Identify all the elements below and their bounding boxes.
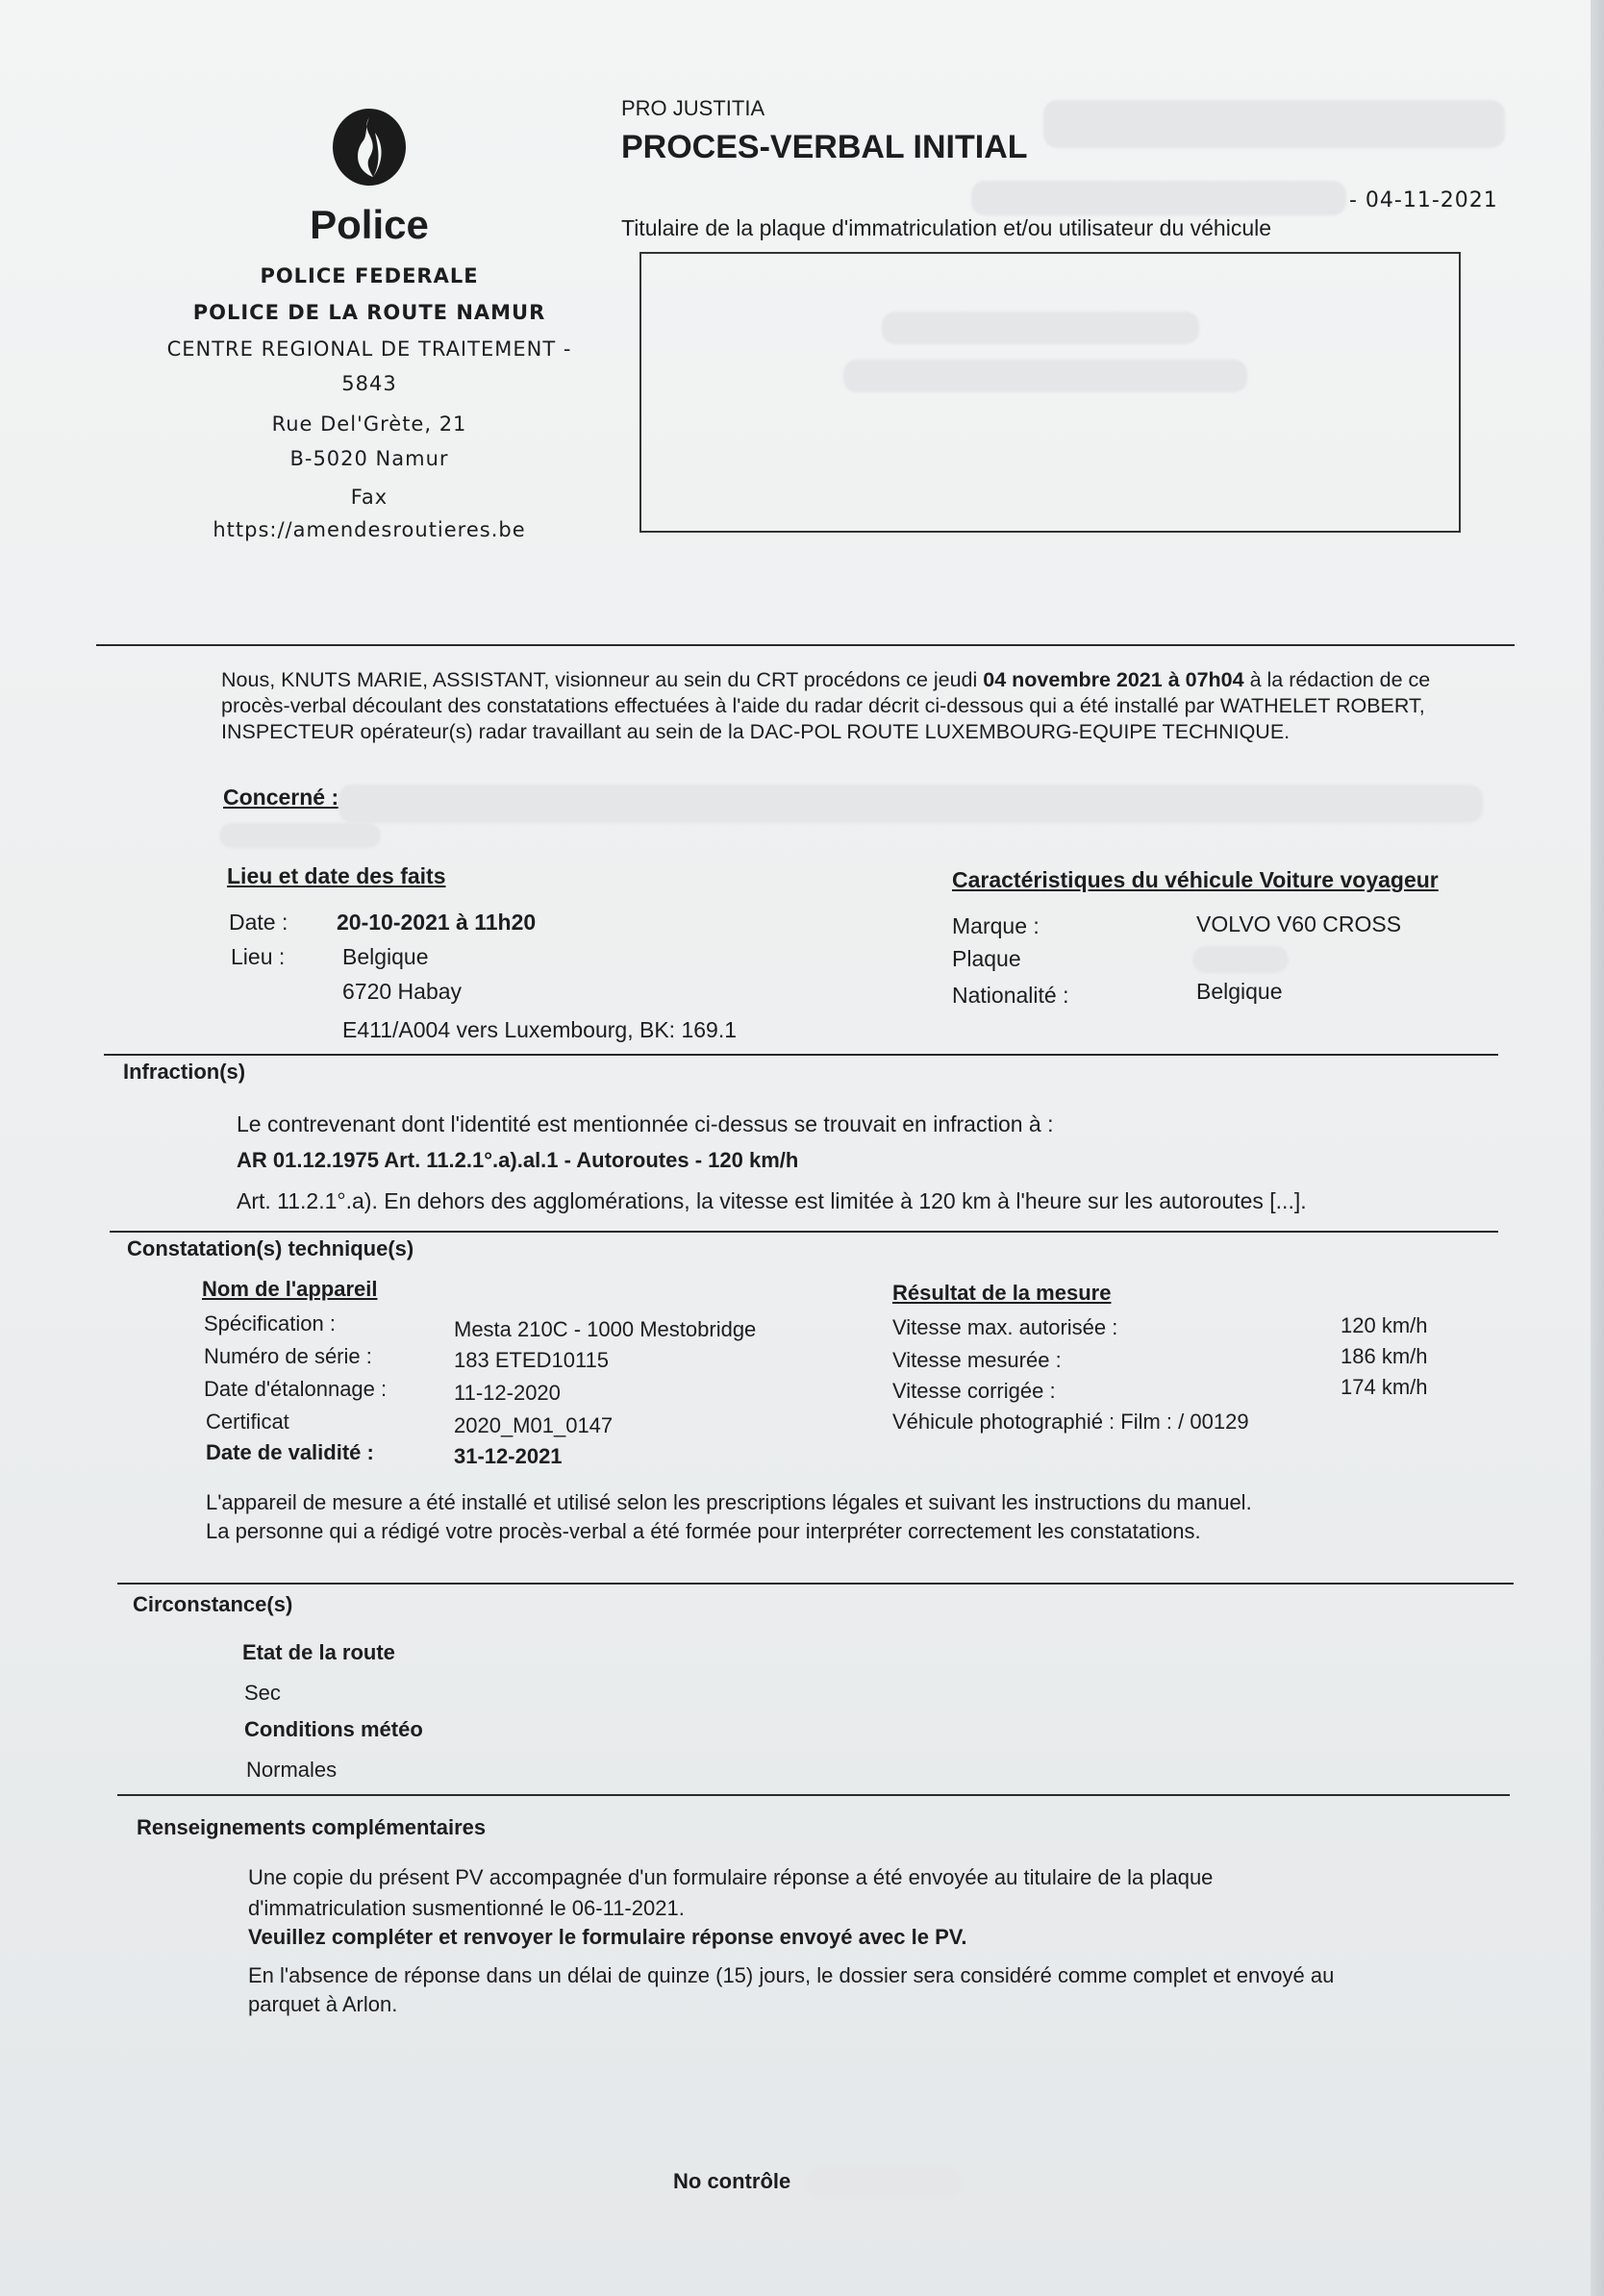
police-wordmark: Police bbox=[310, 202, 429, 247]
etalonnage-label: Date d'étalonnage : bbox=[204, 1377, 388, 1401]
divider bbox=[104, 1054, 1498, 1056]
org-line-1: POLICE FEDERALE bbox=[260, 264, 479, 287]
lieu-label: Lieu : bbox=[231, 944, 286, 969]
lieu-line-2: 6720 Habay bbox=[342, 979, 463, 1004]
recipient-address-box bbox=[639, 252, 1461, 533]
infraction-law: AR 01.12.1975 Art. 11.2.1°.a).al.1 - Autoroutes - 120 km/h bbox=[237, 1148, 799, 1172]
validite-value: 31-12-2021 bbox=[454, 1444, 563, 1468]
certificat-label: Certificat bbox=[206, 1410, 289, 1434]
redacted-concerne bbox=[338, 785, 1483, 823]
marque-label: Marque : bbox=[952, 913, 1040, 938]
spec-label: Spécification : bbox=[204, 1311, 336, 1335]
marque-value: VOLVO V60 CROSS bbox=[1196, 911, 1402, 936]
constatation-note-2: La personne qui a rédigé votre procès-verbal a été formée pour interpréter correctement les constatations. bbox=[206, 1519, 1201, 1543]
serial-label: Numéro de série : bbox=[204, 1344, 372, 1368]
org-line-4: 5843 bbox=[341, 372, 397, 395]
plaque-label: Plaque bbox=[952, 946, 1021, 971]
certificat-value: 2020_M01_0147 bbox=[454, 1413, 614, 1437]
route-value: Sec bbox=[244, 1681, 281, 1705]
date-value: 20-10-2021 à 11h20 bbox=[337, 910, 537, 935]
website-link[interactable]: https://amendesroutieres.be bbox=[213, 518, 526, 541]
serial-value: 183 ETED10115 bbox=[454, 1348, 610, 1372]
lieu-line-1: Belgique bbox=[342, 944, 429, 969]
address-line-1: Rue Del'Grète, 21 bbox=[271, 412, 467, 436]
nationalite-label: Nationalité : bbox=[952, 983, 1069, 1008]
renseignements-p1-line2: d'immatriculation susmentionné le 06-11-2021. bbox=[248, 1896, 685, 1920]
document-title: PROCES-VERBAL INITIAL bbox=[621, 129, 1028, 165]
nationalite-value: Belgique bbox=[1196, 979, 1283, 1004]
vitesse-corrigee-label: Vitesse corrigée : bbox=[892, 1379, 1056, 1403]
photo-label: Véhicule photographié : Film : / 00129 bbox=[892, 1410, 1249, 1434]
route-label: Etat de la route bbox=[242, 1640, 395, 1664]
address-line-3: Fax bbox=[350, 486, 388, 509]
renseignements-p2: Veuillez compléter et renvoyer le formulaire réponse envoyé avec le PV. bbox=[248, 1925, 967, 1949]
org-line-2: POLICE DE LA ROUTE NAMUR bbox=[192, 301, 546, 324]
vitesse-mesuree-value: 186 km/h bbox=[1341, 1344, 1428, 1368]
renseignements-heading: Renseignements complémentaires bbox=[137, 1815, 487, 1839]
constatation-heading: Constatation(s) technique(s) bbox=[127, 1236, 414, 1260]
vitesse-max-label: Vitesse max. autorisée : bbox=[892, 1315, 1118, 1339]
vitesse-mesuree-label: Vitesse mesurée : bbox=[892, 1348, 1062, 1372]
redacted-address-line bbox=[843, 360, 1247, 392]
redacted-pv-number bbox=[971, 181, 1346, 215]
vitesse-corrigee-value: 174 km/h bbox=[1341, 1375, 1428, 1399]
redacted-control-number bbox=[808, 2167, 962, 2198]
lieu-line-3: E411/A004 vers Luxembourg, BK: 169.1 bbox=[342, 1017, 738, 1042]
page-edge bbox=[1591, 0, 1604, 2296]
redacted-concerne-2 bbox=[219, 823, 381, 848]
divider bbox=[117, 1583, 1514, 1585]
divider bbox=[117, 1794, 1510, 1796]
date-label: Date : bbox=[229, 910, 288, 935]
divider bbox=[110, 1231, 1498, 1233]
meteo-value: Normales bbox=[246, 1758, 338, 1782]
lieu-heading: Lieu et date des faits bbox=[227, 863, 446, 888]
vehicule-heading: Caractéristiques du véhicule Voiture voyageur bbox=[952, 867, 1439, 892]
appareil-heading: Nom de l'appareil bbox=[202, 1277, 378, 1301]
recipient-label: Titulaire de la plaque d'immatriculation et/ou utilisateur du véhicule bbox=[621, 215, 1272, 240]
pro-justitia-label: PRO JUSTITIA bbox=[621, 96, 765, 120]
renseignements-p3-line2: parquet à Arlon. bbox=[248, 1992, 398, 2016]
validite-label: Date de validité : bbox=[206, 1440, 374, 1464]
redacted-reference bbox=[1043, 100, 1505, 148]
police-flame-logo-icon bbox=[331, 104, 408, 187]
meteo-label: Conditions météo bbox=[244, 1717, 423, 1741]
spec-value: Mesta 210C - 1000 Mestobridge bbox=[454, 1317, 757, 1341]
address-line-2: B-5020 Namur bbox=[289, 447, 449, 470]
resultat-heading: Résultat de la mesure bbox=[892, 1281, 1112, 1305]
redacted-plate bbox=[1192, 946, 1289, 973]
renseignements-p3-line1: En l'absence de réponse dans un délai de quinze (15) jours, le dossier sera considéré comme complet et envoyé au bbox=[248, 1963, 1335, 1987]
infraction-heading: Infraction(s) bbox=[123, 1060, 246, 1084]
infraction-line-1: Le contrevenant dont l'identité est mentionnée ci-dessus se trouvait en infraction à : bbox=[237, 1111, 1054, 1136]
org-line-3: CENTRE REGIONAL DE TRAITEMENT - bbox=[166, 337, 572, 361]
divider bbox=[96, 644, 1515, 646]
etalonnage-value: 11-12-2020 bbox=[454, 1381, 561, 1405]
intro-paragraph: Nous, KNUTS MARIE, ASSISTANT, visionneur au sein du CRT procédons ce jeudi 04 novembre 2021 à 07h04 à la rédaction de ce procès-verbal découlant des constatations effectuées à l'aide du radar décrit ci-dessous qui a été installé par WATHELET ROBERT, INSPECTEUR opérateur(s) radar travaillant au sein de la DAC-POL ROUTE LUXEMBOURG-EQUIPE TECHNIQUE. bbox=[221, 668, 1431, 743]
no-controle-label: No contrôle bbox=[673, 2169, 791, 2193]
reference-date: - 04-11-2021 bbox=[1349, 188, 1498, 212]
infraction-line-3: Art. 11.2.1°.a). En dehors des agglomérations, la vitesse est limitée à 120 km à l'heure sur les autoroutes [...]. bbox=[237, 1188, 1307, 1213]
circonstance-heading: Circonstance(s) bbox=[133, 1592, 293, 1616]
renseignements-p1-line1: Une copie du présent PV accompagnée d'un formulaire réponse a été envoyée au titulaire de la plaque bbox=[248, 1865, 1214, 1889]
redacted-address-line bbox=[882, 312, 1199, 344]
vitesse-max-value: 120 km/h bbox=[1341, 1313, 1428, 1337]
concerne-label: Concerné : bbox=[223, 785, 339, 810]
constatation-note-1: L'appareil de mesure a été installé et utilisé selon les prescriptions légales et suivant les instructions du manuel. bbox=[206, 1490, 1252, 1514]
